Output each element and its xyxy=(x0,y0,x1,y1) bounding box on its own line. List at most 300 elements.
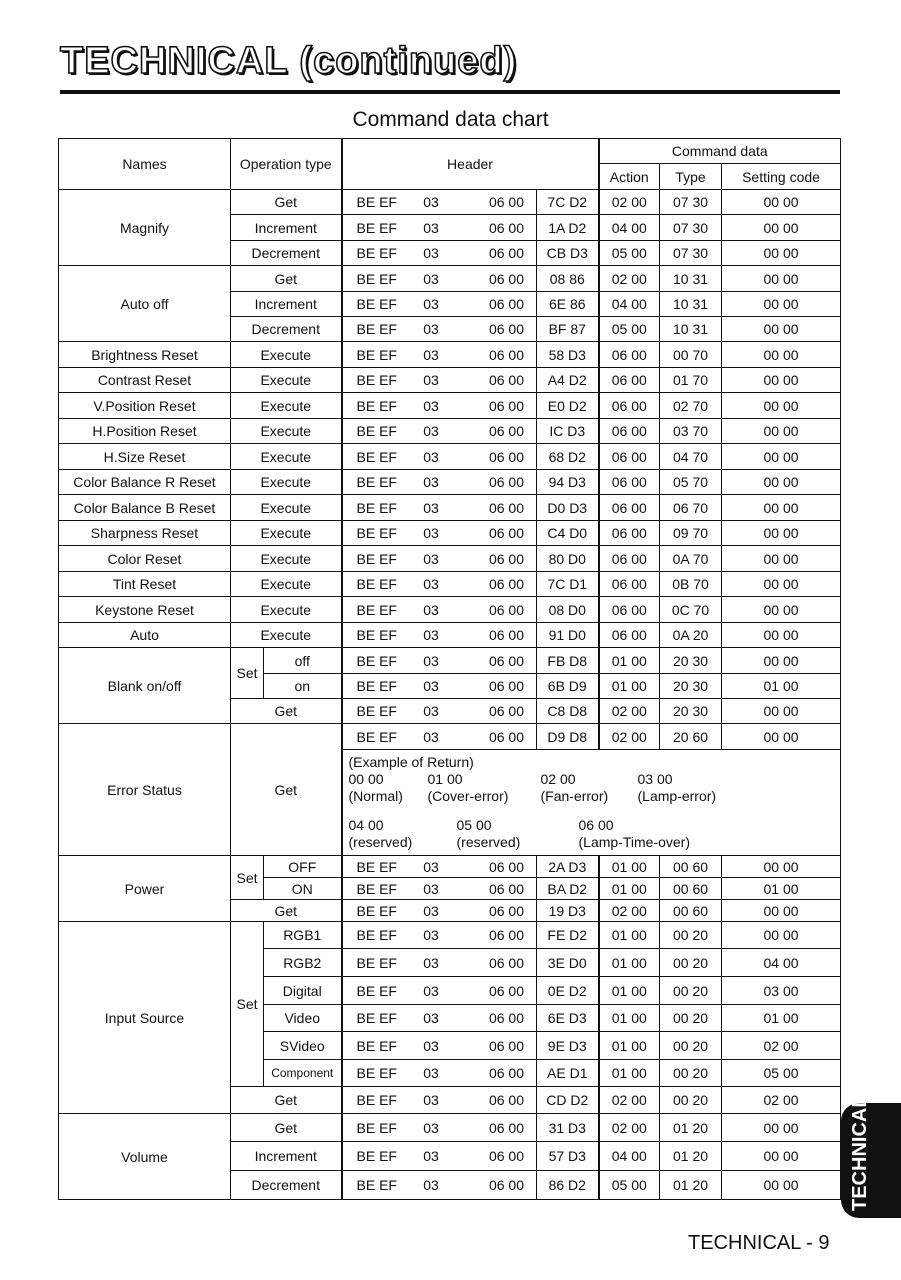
command-data-table xyxy=(58,138,841,1200)
type-value: 00 20 xyxy=(660,1060,722,1087)
action-value: 01 00 xyxy=(599,977,660,1005)
header-byte: 06 00 xyxy=(488,927,524,943)
type-value: 09 70 xyxy=(660,521,722,546)
type-value: 07 30 xyxy=(660,215,722,241)
type-value: 0A 20 xyxy=(660,623,722,648)
type-value: 00 60 xyxy=(660,900,722,922)
header-bytes xyxy=(342,317,537,342)
operation-type: ON xyxy=(264,878,342,900)
crc-value: 68 D2 xyxy=(537,444,599,470)
header-bytes xyxy=(342,900,537,922)
header-byte: BE EF xyxy=(356,1037,397,1054)
error-code: 03 00 xyxy=(637,771,673,787)
type-value: 01 70 xyxy=(660,368,722,393)
operation-type: Video xyxy=(264,1005,342,1032)
header-byte: 03 xyxy=(423,346,439,363)
header-byte: BE EF xyxy=(356,245,397,261)
header-byte: 06 00 xyxy=(488,652,524,669)
header-byte: 06 00 xyxy=(488,423,524,439)
type-value: 00 20 xyxy=(660,1032,722,1060)
crc-value: 7C D2 xyxy=(537,190,599,215)
action-value: 05 00 xyxy=(599,1171,660,1200)
header-byte: 03 xyxy=(423,1010,439,1026)
header-byte: 06 00 xyxy=(488,372,524,388)
type-value: 01 20 xyxy=(660,1171,722,1200)
operation-type: RGB1 xyxy=(264,922,342,949)
operation-type: Get xyxy=(231,190,342,215)
error-label: (Fan-error) xyxy=(540,788,609,804)
operation-type: Execute xyxy=(231,572,342,597)
header-byte: BE EF xyxy=(356,728,397,745)
command-name: Color Reset xyxy=(59,546,231,572)
header-byte: 03 xyxy=(423,372,439,388)
chart-title: Command data chart xyxy=(352,108,549,131)
table-row xyxy=(59,597,841,623)
type-value: 10 31 xyxy=(660,292,722,317)
header-byte: BE EF xyxy=(356,270,397,287)
action-value: 04 00 xyxy=(599,1142,660,1171)
header-bytes xyxy=(342,699,537,724)
header-byte: 06 00 xyxy=(488,499,524,516)
command-name: H.Size Reset xyxy=(59,444,231,470)
error-code: 06 00 xyxy=(578,817,614,833)
operation-type: Increment xyxy=(231,292,342,317)
crc-value: BF 87 xyxy=(537,317,599,342)
crc-value: 6E 86 xyxy=(537,292,599,317)
table-row xyxy=(59,444,841,470)
setting-code-value: 00 00 xyxy=(722,1142,841,1171)
header-bytes xyxy=(342,724,537,750)
header-byte: 03 xyxy=(423,703,439,719)
action-value: 06 00 xyxy=(599,368,660,393)
header-bytes xyxy=(342,597,537,623)
header-byte: BE EF xyxy=(356,448,397,465)
error-label: (Normal) xyxy=(348,788,403,804)
action-value: 06 00 xyxy=(599,444,660,470)
table-row xyxy=(59,572,841,597)
header-bytes xyxy=(342,495,537,521)
header-byte: 03 xyxy=(423,880,439,897)
type-value: 00 20 xyxy=(660,1087,722,1114)
type-value: 06 70 xyxy=(660,495,722,521)
header-bytes xyxy=(342,1114,537,1142)
command-name: V.Position Reset xyxy=(59,393,231,419)
header-bytes xyxy=(342,266,537,292)
crc-value: 9E D3 xyxy=(537,1032,599,1060)
header-byte: 06 00 xyxy=(488,858,524,875)
header-byte: BE EF xyxy=(356,423,397,439)
header-bytes xyxy=(342,977,537,1005)
action-value: 04 00 xyxy=(599,292,660,317)
crc-value: 08 D0 xyxy=(537,597,599,623)
action-value: 06 00 xyxy=(599,597,660,623)
action-value: 02 00 xyxy=(599,1114,660,1142)
header-byte: BE EF xyxy=(356,627,397,643)
crc-value: 6E D3 xyxy=(537,1005,599,1032)
error-code: 02 00 xyxy=(540,771,576,787)
header-bytes xyxy=(342,292,537,317)
operation-type: OFF xyxy=(264,856,342,878)
error-label: (Lamp-error) xyxy=(637,788,717,804)
setting-code-value: 00 00 xyxy=(722,470,841,495)
error-code: 04 00 xyxy=(348,817,384,833)
header-byte: BE EF xyxy=(356,321,397,337)
crc-value: BA D2 xyxy=(537,878,599,900)
table-row xyxy=(59,368,841,393)
operation-type: SVideo xyxy=(264,1032,342,1060)
setting-code-value: 00 00 xyxy=(722,495,841,521)
header-byte: BE EF xyxy=(356,954,397,971)
type-value: 00 20 xyxy=(660,922,722,949)
header-byte: 03 xyxy=(423,219,439,236)
header-bytes xyxy=(342,1142,537,1171)
header-byte: 03 xyxy=(423,448,439,465)
header-byte: 06 00 xyxy=(488,576,524,592)
operation-type: Execute xyxy=(231,521,342,546)
header-byte: BE EF xyxy=(356,601,397,618)
header-bytes xyxy=(342,1005,537,1032)
table-row xyxy=(59,495,841,521)
command-name: Keystone Reset xyxy=(59,597,231,623)
action-value: 06 00 xyxy=(599,419,660,444)
header-byte: 03 xyxy=(423,902,439,919)
table-row xyxy=(59,190,841,215)
header-bytes xyxy=(342,856,537,878)
set-label: Set xyxy=(231,648,264,699)
side-tab xyxy=(841,1095,901,1218)
error-return-heading: (Example of Return) xyxy=(348,754,474,770)
type-value: 00 20 xyxy=(660,949,722,977)
setting-code-value: 01 00 xyxy=(722,878,841,900)
action-value: 06 00 xyxy=(599,623,660,648)
type-value: 0C 70 xyxy=(660,597,722,623)
operation-type: Execute xyxy=(231,419,342,444)
operation-type: Execute xyxy=(231,444,342,470)
operation-type: off xyxy=(264,648,342,674)
action-value: 06 00 xyxy=(599,521,660,546)
header-byte: 06 00 xyxy=(488,1065,524,1081)
operation-type: Execute xyxy=(231,342,342,368)
setting-code-value: 04 00 xyxy=(722,949,841,977)
type-value: 02 70 xyxy=(660,393,722,419)
operation-type: Execute xyxy=(231,393,342,419)
setting-code-value: 00 00 xyxy=(722,699,841,724)
header-byte: 06 00 xyxy=(488,1092,524,1108)
crc-value: 31 D3 xyxy=(537,1114,599,1142)
operation-type: Component xyxy=(264,1060,342,1087)
crc-value: 80 D0 xyxy=(537,546,599,572)
setting-code-value: 00 00 xyxy=(722,597,841,623)
header-byte: BE EF xyxy=(356,1092,397,1108)
action-value: 01 00 xyxy=(599,648,660,674)
operation-type: on xyxy=(264,674,342,699)
crc-value: 94 D3 xyxy=(537,470,599,495)
header-byte: 03 xyxy=(423,927,439,943)
crc-value: CD D2 xyxy=(537,1087,599,1114)
header-byte: 06 00 xyxy=(488,902,524,919)
header-byte: BE EF xyxy=(356,927,397,943)
table-row xyxy=(59,856,841,878)
setting-code-value: 00 00 xyxy=(722,368,841,393)
header-byte: BE EF xyxy=(356,525,397,541)
type-value: 20 30 xyxy=(660,648,722,674)
operation-type: RGB2 xyxy=(264,949,342,977)
header-byte: BE EF xyxy=(356,1119,397,1136)
type-value: 01 20 xyxy=(660,1142,722,1171)
action-value: 02 00 xyxy=(599,724,660,750)
setting-code-value: 00 00 xyxy=(722,1171,841,1200)
header-byte: BE EF xyxy=(356,858,397,875)
header-bytes xyxy=(342,368,537,393)
header-byte: BE EF xyxy=(356,652,397,669)
setting-code-value: 02 00 xyxy=(722,1087,841,1114)
header-byte: BE EF xyxy=(356,1177,397,1193)
header-byte: 03 xyxy=(423,550,439,567)
page-title: TECHNICAL (continued) xyxy=(60,40,518,82)
header-names: Names xyxy=(59,139,231,190)
operation-type: Execute xyxy=(231,495,342,521)
action-value: 01 00 xyxy=(599,878,660,900)
header-byte: 03 xyxy=(423,1177,439,1193)
error-label: (reserved) xyxy=(348,834,413,850)
crc-value: 6B D9 xyxy=(537,674,599,699)
crc-value: FE D2 xyxy=(537,922,599,949)
header-byte: 03 xyxy=(423,245,439,261)
side-tab-label: TECHNICAL xyxy=(849,1095,871,1211)
header-byte: 06 00 xyxy=(488,525,524,541)
header-byte: BE EF xyxy=(356,678,397,694)
operation-type: Increment xyxy=(231,215,342,241)
header-byte: 06 00 xyxy=(488,550,524,567)
operation-type: Execute xyxy=(231,597,342,623)
setting-code-value: 03 00 xyxy=(722,977,841,1005)
header-bytes xyxy=(342,878,537,900)
header-bytes xyxy=(342,1171,537,1200)
header-bytes xyxy=(342,190,537,215)
command-name: Volume xyxy=(59,1114,231,1200)
header-bytes xyxy=(342,241,537,266)
header-byte: 06 00 xyxy=(488,1037,524,1054)
header-byte: 03 xyxy=(423,1119,439,1136)
command-name: Tint Reset xyxy=(59,572,231,597)
type-value: 01 20 xyxy=(660,1114,722,1142)
action-value: 06 00 xyxy=(599,393,660,419)
header-bytes xyxy=(342,949,537,977)
operation-type: Get xyxy=(231,1114,342,1142)
operation-type: Get xyxy=(231,699,342,724)
operation-type: Increment xyxy=(231,1142,342,1171)
command-name: Color Balance R Reset xyxy=(59,470,231,495)
header-bytes xyxy=(342,342,537,368)
header-byte: 06 00 xyxy=(488,954,524,971)
setting-code-value: 00 00 xyxy=(722,724,841,750)
type-value: 00 70 xyxy=(660,342,722,368)
error-label: (reserved) xyxy=(456,834,521,850)
operation-type: Execute xyxy=(231,546,342,572)
header-byte: 03 xyxy=(423,321,439,337)
table-row xyxy=(59,470,841,495)
table-row xyxy=(59,342,841,368)
action-value: 04 00 xyxy=(599,215,660,241)
crc-value: 3E D0 xyxy=(537,949,599,977)
crc-value: 2A D3 xyxy=(537,856,599,878)
command-name: Sharpness Reset xyxy=(59,521,231,546)
setting-code-value: 00 00 xyxy=(722,266,841,292)
command-name: Power xyxy=(59,856,231,922)
header-bytes xyxy=(342,419,537,444)
setting-code-value: 00 00 xyxy=(722,292,841,317)
table-row xyxy=(59,393,841,419)
action-value: 06 00 xyxy=(599,470,660,495)
operation-type: Get xyxy=(231,900,342,922)
header-byte: 06 00 xyxy=(488,880,524,897)
header-byte: 03 xyxy=(423,397,439,414)
crc-value: D0 D3 xyxy=(537,495,599,521)
action-value: 02 00 xyxy=(599,266,660,292)
header-byte: 06 00 xyxy=(488,1148,524,1164)
header-action: Action xyxy=(599,164,660,190)
header-byte: 06 00 xyxy=(488,678,524,694)
command-name: Contrast Reset xyxy=(59,368,231,393)
crc-value: C8 D8 xyxy=(537,699,599,724)
header-byte: 06 00 xyxy=(488,219,524,236)
action-value: 06 00 xyxy=(599,572,660,597)
header-bytes xyxy=(342,521,537,546)
header-bytes xyxy=(342,922,537,949)
crc-value: E0 D2 xyxy=(537,393,599,419)
set-label: Set xyxy=(231,922,264,1087)
header-byte: 06 00 xyxy=(488,1010,524,1026)
header-byte: 03 xyxy=(423,954,439,971)
header-header: Header xyxy=(342,139,599,190)
header-byte: 03 xyxy=(423,1065,439,1081)
header-bytes xyxy=(342,444,537,470)
table-row xyxy=(59,521,841,546)
header-byte: 03 xyxy=(423,678,439,694)
header-byte: BE EF xyxy=(356,1148,397,1164)
error-code: 00 00 xyxy=(348,771,384,787)
setting-code-value: 00 00 xyxy=(722,648,841,674)
error-label: (Lamp-Time-over) xyxy=(578,834,690,850)
action-value: 02 00 xyxy=(599,699,660,724)
crc-value: AE D1 xyxy=(537,1060,599,1087)
header-byte: BE EF xyxy=(356,880,397,897)
header-byte: 06 00 xyxy=(488,703,524,719)
header-bytes xyxy=(342,546,537,572)
header-byte: 03 xyxy=(423,1148,439,1164)
command-name: Color Balance B Reset xyxy=(59,495,231,521)
header-bytes xyxy=(342,470,537,495)
crc-value: 86 D2 xyxy=(537,1171,599,1200)
page-number: TECHNICAL - 9 xyxy=(688,1232,830,1254)
operation-type: Execute xyxy=(231,470,342,495)
setting-code-value: 01 00 xyxy=(722,674,841,699)
header-bytes xyxy=(342,1087,537,1114)
header-byte: 03 xyxy=(423,652,439,669)
type-value: 07 30 xyxy=(660,241,722,266)
action-value: 06 00 xyxy=(599,546,660,572)
type-value: 00 20 xyxy=(660,1005,722,1032)
type-value: 03 70 xyxy=(660,419,722,444)
header-byte: 03 xyxy=(423,474,439,490)
action-value: 02 00 xyxy=(599,900,660,922)
header-command-data: Command data xyxy=(599,139,841,164)
header-byte: BE EF xyxy=(356,219,397,236)
setting-code-value: 00 00 xyxy=(722,241,841,266)
setting-code-value: 05 00 xyxy=(722,1060,841,1087)
header-byte: 03 xyxy=(423,858,439,875)
setting-code-value: 00 00 xyxy=(722,900,841,922)
setting-code-value: 00 00 xyxy=(722,922,841,949)
header-bytes xyxy=(342,572,537,597)
type-value: 07 30 xyxy=(660,190,722,215)
crc-value: 7C D1 xyxy=(537,572,599,597)
table-row xyxy=(59,623,841,648)
header-byte: BE EF xyxy=(356,1065,397,1081)
type-value: 00 60 xyxy=(660,878,722,900)
operation-type: Get xyxy=(231,1087,342,1114)
operation-type: Decrement xyxy=(231,317,342,342)
crc-value: 57 D3 xyxy=(537,1142,599,1171)
header-byte: 06 00 xyxy=(488,194,524,210)
header-byte: 06 00 xyxy=(488,1177,524,1193)
action-value: 05 00 xyxy=(599,317,660,342)
crc-value: 19 D3 xyxy=(537,900,599,922)
header-byte: 06 00 xyxy=(488,296,524,312)
header-byte: 03 xyxy=(423,1037,439,1054)
operation-type: Execute xyxy=(231,623,342,648)
crc-value: 91 D0 xyxy=(537,623,599,648)
action-value: 01 00 xyxy=(599,949,660,977)
setting-code-value: 00 00 xyxy=(722,190,841,215)
crc-value: 0E D2 xyxy=(537,977,599,1005)
crc-value: FB D8 xyxy=(537,648,599,674)
crc-value: 08 86 xyxy=(537,266,599,292)
header-byte: 06 00 xyxy=(488,448,524,465)
type-value: 00 20 xyxy=(660,977,722,1005)
header-byte: BE EF xyxy=(356,372,397,388)
setting-code-value: 00 00 xyxy=(722,521,841,546)
header-byte: BE EF xyxy=(356,194,397,210)
setting-code-value: 00 00 xyxy=(722,215,841,241)
header-byte: 06 00 xyxy=(488,627,524,643)
header-byte: 06 00 xyxy=(488,474,524,490)
action-value: 02 00 xyxy=(599,1087,660,1114)
action-value: 01 00 xyxy=(599,1005,660,1032)
type-value: 20 30 xyxy=(660,699,722,724)
setting-code-value: 00 00 xyxy=(722,856,841,878)
crc-value: IC D3 xyxy=(537,419,599,444)
type-value: 0A 70 xyxy=(660,546,722,572)
header-byte: 03 xyxy=(423,499,439,516)
action-value: 01 00 xyxy=(599,674,660,699)
header-byte: 06 00 xyxy=(488,321,524,337)
operation-type: Digital xyxy=(264,977,342,1005)
header-byte: 06 00 xyxy=(488,346,524,363)
header-byte: BE EF xyxy=(356,499,397,516)
crc-value: CB D3 xyxy=(537,241,599,266)
header-byte: 03 xyxy=(423,194,439,210)
header-byte: 03 xyxy=(423,1092,439,1108)
header-byte: BE EF xyxy=(356,703,397,719)
action-value: 01 00 xyxy=(599,922,660,949)
command-name: Input Source xyxy=(59,922,231,1114)
setting-code-value: 00 00 xyxy=(722,342,841,368)
type-value: 10 31 xyxy=(660,317,722,342)
header-byte: BE EF xyxy=(356,296,397,312)
error-label: (Cover-error) xyxy=(427,788,509,804)
setting-code-value: 00 00 xyxy=(722,546,841,572)
